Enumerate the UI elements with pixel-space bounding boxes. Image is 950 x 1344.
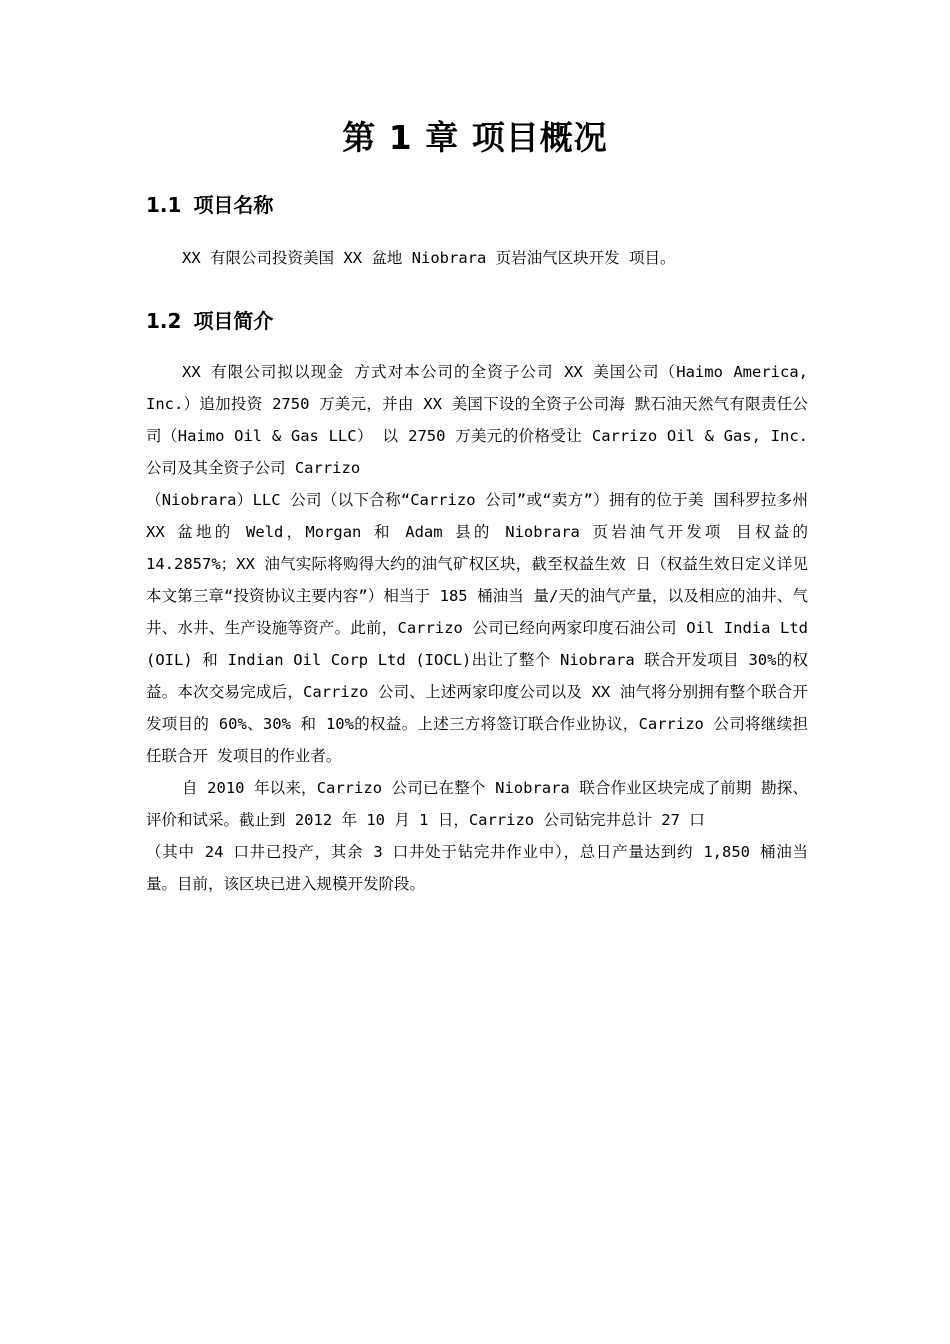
project-name-paragraph: XX 有限公司投资美国 XX 盆地 Niobrara 页岩油气区块开发 项目。 [182,249,676,267]
section-heading-project-name [146,189,273,218]
section-title: 项目简介 [193,309,274,333]
project-intro-body [146,356,808,900]
intro-paragraph: （其中 24 口井已投产，其余 3 口井处于钻完井作业中），总日产量达到约 1,850 桶油当量。目前，该区块已进入规模开发阶段。 [146,843,808,893]
section-number: 1.1 [146,193,182,217]
section-number: 1.2 [146,309,182,333]
intro-paragraph: （Niobrara）LLC 公司（以下合称“Carrizo 公司”或“卖方”）拥有的位于美 国科罗拉多州 XX 盆地的 Weld，Morgan 和 Adam 县的 Niobrara 页岩油气开发项 目权益的 14.2857%；XX 油气实际将购得大约的油气矿权区块，截至权益生效 日（权益生效日定义详见本文第三章“投资协议主要内容”）相当于 185 桶油当 量/天的油气产量，以及相应的油井、气井、水井、生产设施等资产。此前，Carrizo 公司已经向两家印度石油公司 Oil India Ltd (OIL) 和 Indian Oil Corp Ltd (IOCL)出让了整个 Niobrara 联合开发项目 30%的权益。本次交易完成后，Carrizo 公司、上述两家印度公司以及 XX 油气将分别拥有整个联合开发项目的 60%、30% 和 10%的权益。上述三方将签订联合作业协议，Carrizo 公司将继续担任联合开 发项目的作业者。 [146,491,808,765]
section-heading-project-intro [146,305,273,334]
intro-paragraph: 自 2010 年以来，Carrizo 公司已在整个 Niobrara 联合作业区块完成了前期 勘探、评价和试采。截止到 2012 年 10 月 1 日，Carrizo 公司钻完井总计 27 口 [146,779,808,829]
intro-paragraph: XX 有限公司拟以现金 方式对本公司的全资子公司 XX 美国公司（Haimo America, Inc.）追加投资 2750 万美元，并由 XX 美国下设的全资子公司海 默石油天然气有限责任公司（Haimo Oil & Gas LLC） 以 2750 万美元的价格受让 Carrizo Oil & Gas, Inc.公司及其全资子公司 Carrizo [146,363,808,477]
chapter-title: 第 1 章 项目概况 [342,118,608,157]
section-title: 项目名称 [193,193,274,217]
